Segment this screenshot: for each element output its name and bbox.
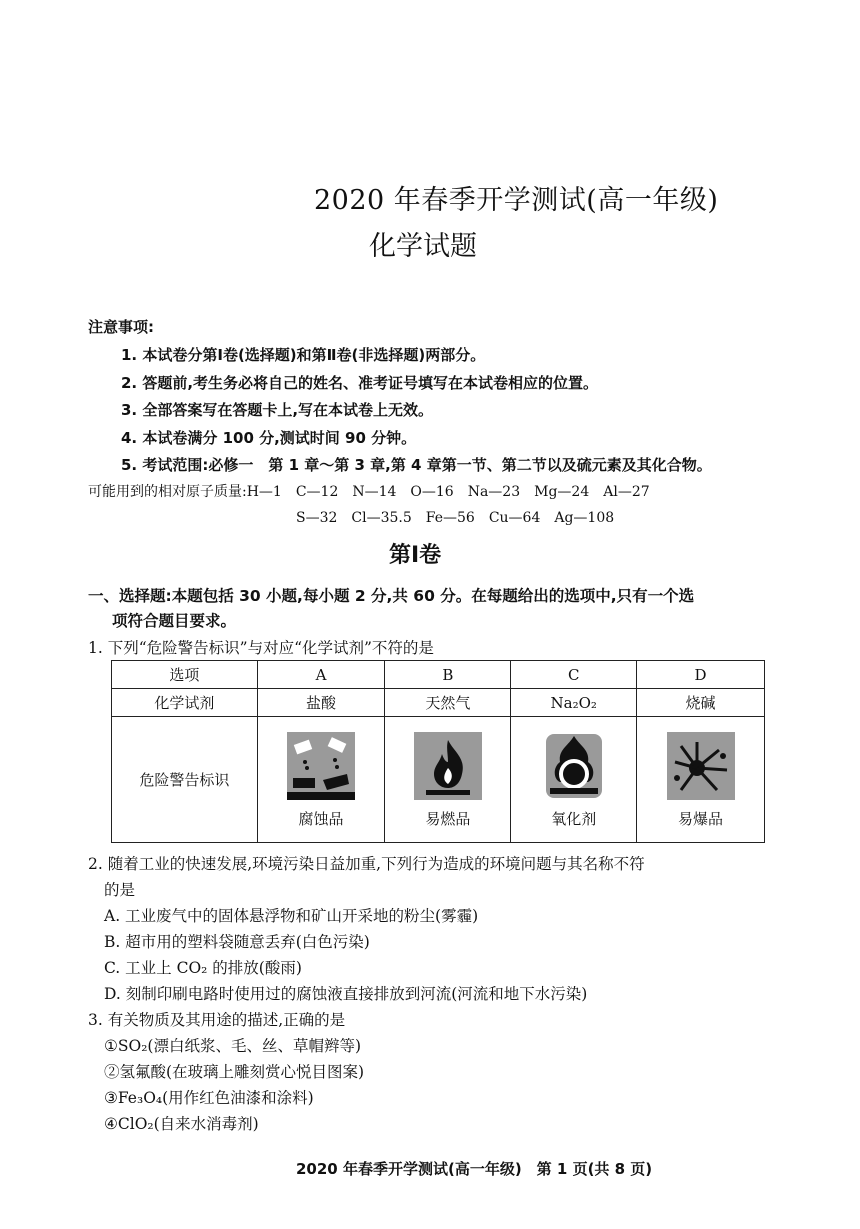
corrosive-icon: [287, 732, 355, 800]
atomic-masses-line-1: 可能用到的相对原子质量:H—1 C—12 N—14 O—16 Na—23 Mg—24 Al—27: [88, 484, 650, 500]
oxidizer-icon: [540, 732, 608, 800]
flammable-icon: [414, 732, 482, 800]
note-item-2: 2. 答题前,考生务必将自己的姓名、准考证号填写在本试卷相应的位置。: [121, 374, 599, 392]
page-footer: 2020 年春季开学测试(高一年级) 第 1 页(共 8 页): [296, 1160, 653, 1178]
table-cell: B: [385, 661, 511, 689]
hazard-table: [111, 660, 765, 843]
question-3-item-2: ②氢氟酸(在玻璃上雕刻赏心悦目图案): [104, 1063, 365, 1081]
note-item-1: 1. 本试卷分第Ⅰ卷(选择题)和第Ⅱ卷(非选择题)两部分。: [121, 346, 486, 364]
section-intro-line-1: 一、选择题:本题包括 30 小题,每小题 2 分,共 60 分。在每题给出的选项中,只有一个选: [88, 587, 695, 605]
table-row: [112, 661, 765, 689]
question-1-stem: 1. 下列“危险警告标识”与对应“化学试剂”不符的是: [88, 639, 434, 657]
explosive-label: 易爆品: [678, 810, 724, 828]
question-2-stem-line-2: 的是: [104, 881, 136, 899]
question-2-option-b: B. 超市用的塑料袋随意丢弃(白色污染): [104, 933, 370, 951]
exam-subject-title: 化学试题: [369, 231, 477, 262]
oxidizer-label: 氧化剂: [551, 810, 597, 828]
table-cell: [511, 717, 637, 843]
table-cell: 盐酸: [257, 689, 385, 717]
table-cell: 选项: [112, 661, 258, 689]
table-cell: 烧碱: [637, 689, 765, 717]
notes-heading: 注意事项:: [88, 318, 154, 336]
section-intro-line-2: 项符合题目要求。: [112, 612, 237, 630]
table-cell: 化学试剂: [112, 689, 258, 717]
corrosive-label: 腐蚀品: [298, 810, 344, 828]
flammable-label: 易燃品: [425, 810, 471, 828]
note-item-3: 3. 全部答案写在答题卡上,写在本试卷上无效。: [121, 401, 434, 419]
question-3-stem: 3. 有关物质及其用途的描述,正确的是: [88, 1011, 346, 1029]
section-title: 第Ⅰ卷: [389, 543, 442, 568]
note-item-5: 5. 考试范围:必修一 第 1 章～第 3 章,第 4 章第一节、第二节以及硫元素及其化合物。: [121, 456, 712, 474]
question-3-item-1: ①SO₂(漂白纸浆、毛、丝、草帽辫等): [104, 1037, 362, 1055]
table-cell: A: [257, 661, 385, 689]
question-3-item-3: ③Fe₃O₄(用作红色油漆和涂料): [104, 1089, 314, 1107]
question-3-item-4: ④ClO₂(自来水消毒剂): [104, 1115, 259, 1133]
table-cell: C: [511, 661, 637, 689]
note-item-4: 4. 本试卷满分 100 分,测试时间 90 分钟。: [121, 429, 417, 447]
question-2-option-a: A. 工业废气中的固体悬浮物和矿山开采地的粉尘(雾霾): [104, 907, 479, 925]
question-2-stem-line-1: 2. 随着工业的快速发展,环境污染日益加重,下列行为造成的环境问题与其名称不符: [88, 855, 645, 873]
question-2-option-d: D. 刻制印刷电路时使用过的腐蚀液直接排放到河流(河流和地下水污染): [104, 985, 588, 1003]
table-cell: [257, 717, 385, 843]
table-cell: D: [637, 661, 765, 689]
table-row: [112, 689, 765, 717]
table-cell: [385, 717, 511, 843]
question-2-option-c: C. 工业上 CO₂ 的排放(酸雨): [104, 959, 302, 977]
table-cell: Na₂O₂: [511, 689, 637, 717]
explosive-icon: [667, 732, 735, 800]
table-row: [112, 717, 765, 843]
table-cell: [637, 717, 765, 843]
table-cell: 危险警告标识: [112, 717, 258, 843]
exam-title: 2020 年春季开学测试(高一年级): [314, 185, 719, 216]
table-cell: 天然气: [385, 689, 511, 717]
atomic-masses-line-2: S—32 Cl—35.5 Fe—56 Cu—64 Ag—108: [296, 510, 615, 526]
